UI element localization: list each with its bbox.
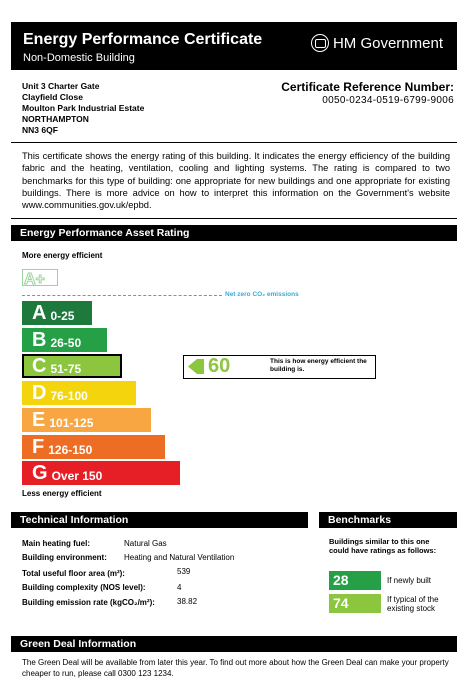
band-range: 51-75 <box>50 361 82 376</box>
a-plus-glyph <box>23 271 56 285</box>
band-range: 126-150 <box>48 442 93 457</box>
tech-label: Main heating fuel: <box>22 539 90 548</box>
address-line: Unit 3 Charter Gate <box>22 81 100 91</box>
band-range: Over 150 <box>51 468 103 483</box>
band-letter: B <box>32 329 47 351</box>
a-plus-text: A+ <box>24 270 45 285</box>
technical-heading: Technical Information <box>11 512 308 528</box>
intro-paragraph: This certificate shows the energy rating of this building. It indicates the energy efficiency of the building fabric and the heating, ventilation, cooling and lighting systems. The rating is compared to two benchmarks for this type of building: one appropriate for new buildings and one appropriate for existing buildings. There is more advice on how to interpret this information on the Government's website www.communities.gov.uk/epbd. <box>22 151 450 211</box>
pointer-arrow-icon <box>187 358 205 375</box>
address-line: NORTHAMPTON <box>22 114 89 124</box>
benchmark-new-label: If newly built <box>387 576 432 585</box>
certificate-title: Energy Performance Certificate <box>23 31 263 48</box>
tech-label: Total useful floor area (m²): <box>22 569 125 578</box>
band-f <box>22 435 165 459</box>
divider <box>11 218 457 219</box>
band-d <box>22 381 136 405</box>
band-b <box>22 328 107 352</box>
band-range: 76-100 <box>50 388 88 403</box>
band-letter: D <box>32 382 47 404</box>
tech-value: 4 <box>177 583 182 592</box>
address-line: Clayfield Close <box>22 92 83 102</box>
tech-value: Heating and Natural Ventilation <box>124 553 235 562</box>
net-zero-line <box>22 295 222 296</box>
band-range: 26-50 <box>50 335 82 350</box>
band-g <box>22 461 180 485</box>
less-efficient-label: Less energy efficient <box>22 489 102 498</box>
band-letter: F <box>32 436 45 458</box>
band-letter: A <box>32 302 47 324</box>
band-e <box>22 408 151 432</box>
address-line: Moulton Park Industrial Estate <box>22 103 145 113</box>
tech-label: Building emission rate (kgCO₂/m²): <box>22 598 155 607</box>
certificate-subtitle: Non-Domestic Building <box>23 52 135 64</box>
benchmark-existing-value: 74 <box>329 594 381 613</box>
benchmarks-heading: Benchmarks <box>319 512 457 528</box>
benchmark-existing-label: If typical of the existing stock <box>387 595 439 613</box>
band-range: 101-125 <box>49 415 94 430</box>
green-deal-heading: Green Deal Information <box>11 636 457 652</box>
property-address <box>22 81 144 136</box>
band-letter: C <box>32 355 47 377</box>
divider <box>11 142 457 143</box>
tech-label: Building complexity (NOS level): <box>22 583 146 592</box>
tech-value: 539 <box>177 567 191 576</box>
band-a <box>22 301 92 325</box>
tech-label: Building environment: <box>22 553 107 562</box>
benchmarks-intro: Buildings similar to this one could have ratings as follows: <box>329 537 437 555</box>
reference-label: Certificate Reference Number: <box>281 80 454 94</box>
net-zero-label: Net zero CO₂ emissions <box>225 291 299 298</box>
hm-government-logo <box>311 34 443 52</box>
crest-icon <box>311 34 329 52</box>
green-deal-text: The Green Deal will be available from later this year. To find out more about how the Green Deal can make your property cheaper to run, please call 0300 123 1234. <box>22 658 449 678</box>
rating-value: 60 <box>208 355 231 377</box>
rating-indicator <box>183 355 376 379</box>
benchmark-new-value: 28 <box>329 571 381 590</box>
band-c <box>22 354 122 378</box>
government-label: HM Government <box>332 34 443 52</box>
asset-rating-heading: Energy Performance Asset Rating <box>11 225 457 241</box>
band-range: 0-25 <box>50 308 75 323</box>
certificate-header <box>11 22 457 70</box>
tech-value: 38.82 <box>177 597 198 606</box>
tech-value: Natural Gas <box>124 539 167 548</box>
band-letter: E <box>32 409 46 431</box>
band-letter: G <box>32 462 48 484</box>
rating-note: This is how energy efficient the building is. <box>270 358 367 373</box>
more-efficient-label: More energy efficient <box>22 251 103 260</box>
address-line: NN3 6QF <box>22 125 58 135</box>
band-a-plus <box>22 269 58 286</box>
reference-number: 0050-0234-0519-6799-9006 <box>322 95 454 106</box>
